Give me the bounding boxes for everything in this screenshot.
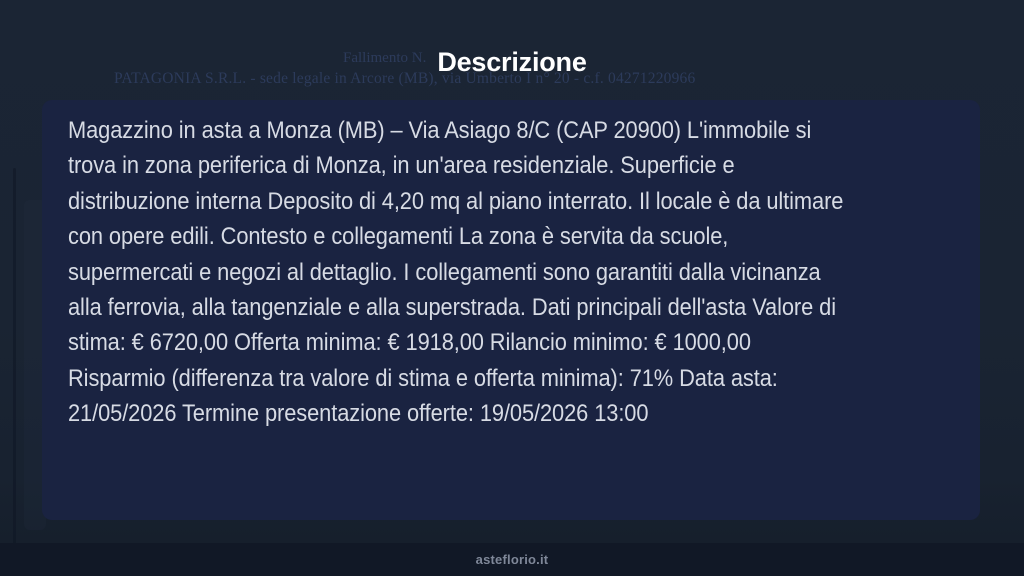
description-line: Magazzino in asta a Monza (MB) – Via Asiago 8/C (CAP 20900) L'immobile si (68, 117, 812, 144)
page-title: Descrizione (437, 47, 587, 77)
footer-bar (0, 543, 1024, 576)
description-line: stima: € 6720,00 Offerta minima: € 1918,00 Rilancio minimo: € 1000,00 (68, 329, 751, 357)
footer-site-label: asteflorio.it (475, 552, 549, 567)
description-line: alla ferrovia, alla tangenziale e alla superstrada. Dati principali dell'asta Valore di (68, 294, 836, 322)
description-line: distribuzione interna Deposito di 4,20 mq al piano interrato. Il locale è da ultimare (68, 187, 844, 215)
background-document-text: PATAGONIA S.R.L. - sede legale in Arcore (MB), via Umberto I n° 20 - c.f. 04271220966 (114, 70, 696, 87)
description-text (68, 113, 843, 432)
background-document-text: Fallimento N. (343, 50, 427, 66)
description-line: Risparmio (differenza tra valore di stima e offerta minima): 71% Data asta: (68, 364, 778, 392)
description-line: 21/05/2026 Termine presentazione offerte: 19/05/2026 13:00 (68, 400, 649, 428)
background-image-remnant (13, 168, 16, 560)
description-line: con opere edili. Contesto e collegamenti La zona è servita da scuole, (68, 223, 729, 251)
description-line: supermercati e negozi al dettaglio. I collegamenti sono garantiti dalla vicinanza (68, 258, 821, 286)
description-line: trova in zona periferica di Monza, in un'area residenziale. Superficie e (68, 152, 735, 180)
description-panel (42, 100, 980, 520)
